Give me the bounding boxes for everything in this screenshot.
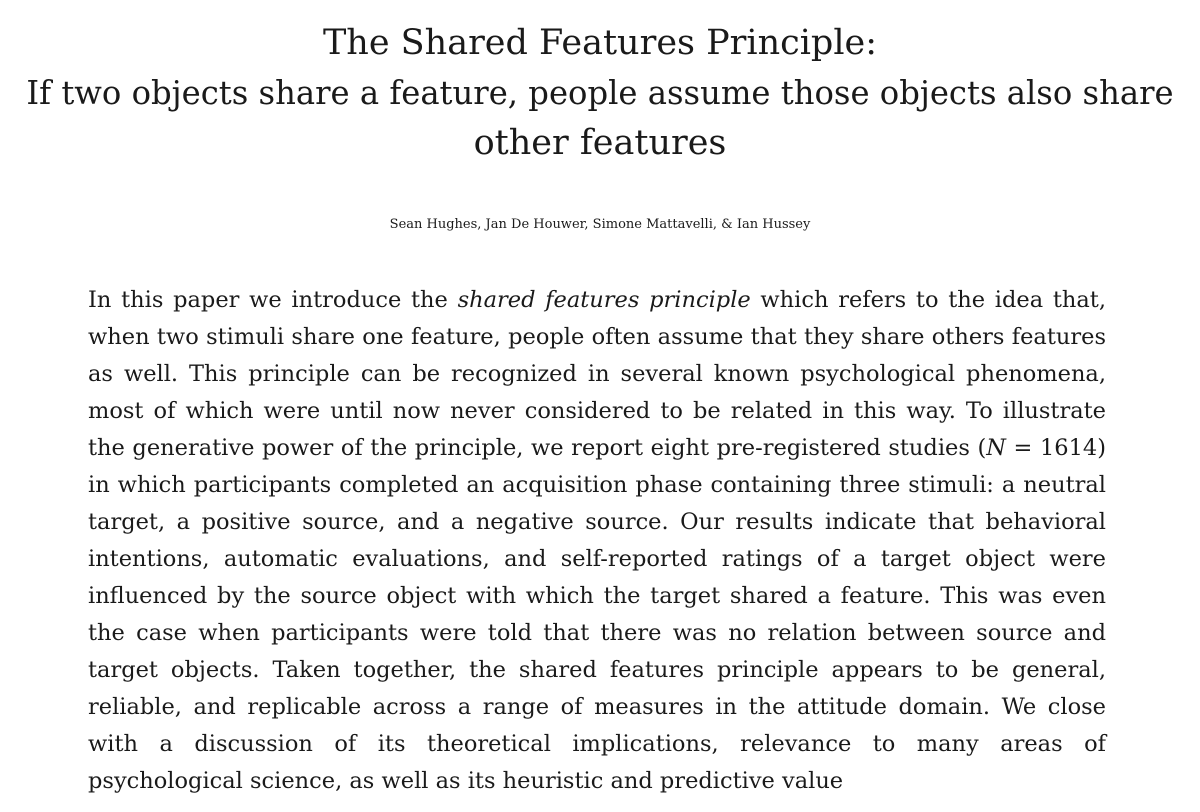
abstract-line: intentions, automatic evaluations, and self-reported ratings of a target object were bbox=[88, 546, 1106, 572]
abstract-line: target, a positive source, and a negative source. Our results indicate that behavioral bbox=[88, 509, 1106, 535]
abstract-line: in which participants completed an acquisition phase containing three stimuli: a neutral bbox=[88, 472, 1106, 498]
abstract-line: when two stimuli share one feature, people often assume that they share others features bbox=[88, 324, 1106, 350]
abstract-line: as well. This principle can be recognized in several known psychological phenomena, bbox=[88, 361, 1106, 387]
abstract-line: In this paper we introduce the shared features principle which refers to the idea that, bbox=[88, 287, 1107, 313]
abstract-line: psychological science, as well as its heuristic and predictive value bbox=[88, 768, 844, 794]
abstract-line: most of which were until now never considered to be related in this way. To illustrate bbox=[88, 398, 1106, 424]
title-line-3: other features bbox=[473, 123, 727, 163]
abstract-line: with a discussion of its theoretical implications, relevance to many areas of bbox=[88, 731, 1106, 757]
abstract bbox=[88, 282, 1106, 800]
abstract-line: influenced by the source object with which the target shared a feature. This was even bbox=[88, 583, 1106, 609]
paper-title bbox=[0, 18, 1200, 168]
title-line-2: If two objects share a feature, people assume those objects also share bbox=[26, 74, 1174, 112]
abstract-line: target objects. Taken together, the shared features principle appears to be general, bbox=[88, 657, 1106, 683]
abstract-line: the case when participants were told that there was no relation between source and bbox=[88, 620, 1106, 646]
abstract-line: the generative power of the principle, we report eight pre-registered studies (N = 1614) bbox=[88, 435, 1106, 461]
sample-size-symbol: N bbox=[986, 435, 1006, 461]
abstract-line: reliable, and replicable across a range of measures in the attitude domain. We close bbox=[88, 694, 1106, 720]
emphasized-term: shared features principle bbox=[457, 287, 751, 313]
title-line-1: The Shared Features Principle: bbox=[322, 23, 878, 63]
author-list: Sean Hughes, Jan De Houwer, Simone Mattavelli, & Ian Hussey bbox=[389, 217, 811, 232]
